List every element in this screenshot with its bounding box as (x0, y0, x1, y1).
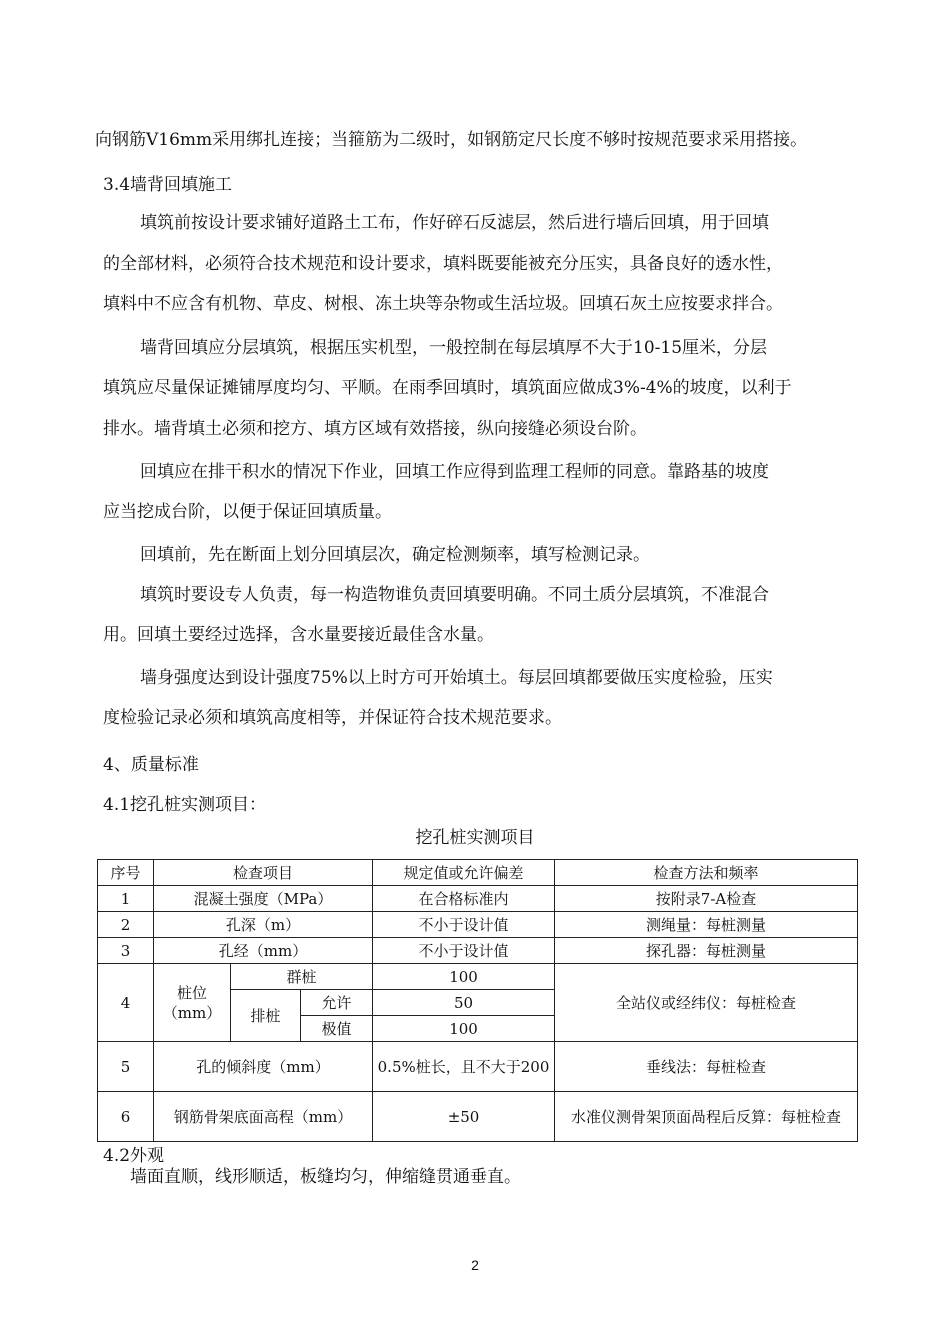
header-cell: 检查项目 (154, 860, 373, 886)
text-line: 填料中不应含有机物、草皮、树根、冻土块等杂物或生活垃圾。回填石灰土应按要求拌合。 (103, 294, 783, 314)
text-line: 的全部材料，必须符合技术规范和设计要求，填料既要能被充分压实，具备良好的透水性， (103, 254, 783, 274)
table-header-row (98, 860, 858, 886)
text-line: 应当挖成台阶，以便于保证回填质量。 (103, 502, 392, 522)
table-cell: 全站仪或经纬仪：每桩检查 (555, 964, 858, 1042)
text-line: 回填应在排干积水的情况下作业，回填工作应得到监理工程师的同意。靠路基的坡度 (140, 462, 769, 482)
table-cell: 测绳量：每桩测量 (555, 912, 858, 938)
table-cell: 极值 (301, 1016, 373, 1042)
section-heading: 4.2外观 (103, 1146, 165, 1166)
section-heading: 4.1挖孔桩实测项目： (103, 795, 267, 815)
table-cell: 孔经（mm） (154, 938, 373, 964)
text-line: 回填前，先在断面上划分回填层次，确定检测频率，填写检测记录。 (140, 545, 650, 565)
text-line: 填筑应尽量保证摊铺厚度均匀、平顺。在雨季回填时，填筑面应做成3%-4%的坡度，以利于 (103, 378, 792, 398)
text-line: 填筑前按设计要求铺好道路土工布，作好碎石反滤层，然后进行墙后回填，用于回填 (140, 213, 769, 233)
table-cell: 2 (98, 912, 154, 938)
page-number: 2 (471, 1257, 479, 1273)
section-heading: 3.4墙背回填施工 (103, 175, 233, 195)
table-cell: 100 (373, 964, 555, 990)
table-cell: 孔的倾斜度（mm） (154, 1042, 373, 1092)
table-row (98, 938, 858, 964)
table-cell: 不小于设计值 (373, 912, 555, 938)
text-line: 用。回填土要经过选择，含水量要接近最佳含水量。 (103, 625, 494, 645)
table-cell: ±50 (373, 1092, 555, 1142)
table-cell: 探孔器：每桩测量 (555, 938, 858, 964)
table-cell: 垂线法：每桩检查 (555, 1042, 858, 1092)
table-row (98, 912, 858, 938)
table-cell: 允许 (301, 990, 373, 1016)
section-heading: 4、质量标准 (103, 755, 199, 775)
table-row (98, 1092, 858, 1142)
table-cell: 群桩 (231, 964, 373, 990)
header-cell: 序号 (98, 860, 154, 886)
table-cell: 混凝土强度（MPa） (154, 886, 373, 912)
table-cell: 5 (98, 1042, 154, 1092)
table-cell: 按附录7-A检查 (555, 886, 858, 912)
text-line: 向钢筋Ⅴ16mm采用绑扎连接；当箍筋为二级时，如钢筋定尺长度不够时按规范要求采用搭接。 (95, 130, 808, 150)
table-cell: 钢筋骨架底面高程（mm） (154, 1092, 373, 1142)
text-line: 墙身强度达到设计强度75%以上时方可开始填土。每层回填都要做压实度检验，压实 (140, 668, 773, 688)
table-cell: 4 (98, 964, 154, 1042)
table-cell: 6 (98, 1092, 154, 1142)
table-cell: 100 (373, 1016, 555, 1042)
header-cell: 检查方法和频率 (555, 860, 858, 886)
table-cell: 3 (98, 938, 154, 964)
table-cell: 50 (373, 990, 555, 1016)
table-cell: 孔深（m） (154, 912, 373, 938)
text-line: 度检验记录必须和填筑高度相等，并保证符合技术规范要求。 (103, 708, 562, 728)
table-row (98, 1042, 858, 1092)
table-cell: 桩位（mm） (154, 964, 231, 1042)
table-cell: 在合格标准内 (373, 886, 555, 912)
text-line: 排水。墙背填土必须和挖方、填方区域有效搭接，纵向接缝必须设台阶。 (103, 419, 647, 439)
text-line: 墙背回填应分层填筑，根据压实机型，一般控制在每层填厚不大于10-15厘米，分层 (140, 338, 768, 358)
header-cell: 规定值或允许偏差 (373, 860, 555, 886)
table-cell: 1 (98, 886, 154, 912)
table-row (98, 964, 858, 990)
table-title: 挖孔桩实测项目 (415, 828, 535, 848)
table-cell: 水准仪测骨架顶面咼程后反算：每桩检查 (555, 1092, 858, 1142)
text-line: 填筑时要设专人负责，每一构造物谁负责回填要明确。不同土质分层填筑，不准混合 (140, 585, 769, 605)
text-line: 墙面直顺，线形顺适，板缝均匀，伸缩缝贯通垂直。 (130, 1167, 521, 1187)
table-cell: 0.5%桩长，且不大于200 (373, 1042, 555, 1092)
table-cell: 不小于设计值 (373, 938, 555, 964)
inspection-table (97, 859, 858, 1142)
table-cell: 排桩 (231, 990, 301, 1042)
table-row (98, 886, 858, 912)
